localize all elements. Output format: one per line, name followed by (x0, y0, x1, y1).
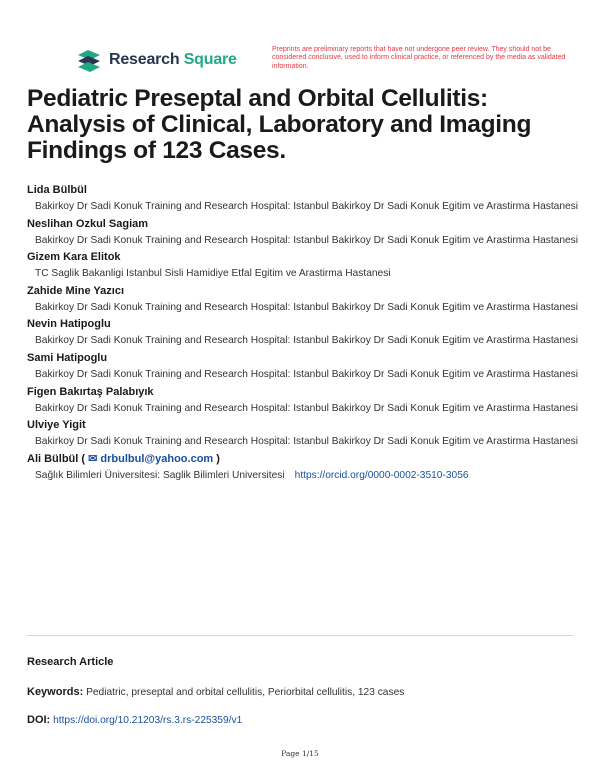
paper-title: Pediatric Preseptal and Orbital Cellulitis: Analysis of Clinical, Laboratory and Imaging Findings of 123 Cases. (27, 85, 532, 164)
author-name: Neslihan Ozkul Sagiam (27, 217, 149, 230)
author-affiliation: Bakirkoy Dr Sadi Konuk Training and Research Hospital: Istanbul Bakirkoy Dr Sadi Konuk Egitim ve Arastirma Hastanesi (35, 368, 579, 380)
research-square-logo[interactable] (76, 48, 237, 72)
open-paren: ( (81, 452, 86, 465)
author-affiliation: Bakirkoy Dr Sadi Konuk Training and Research Hospital: Istanbul Bakirkoy Dr Sadi Konuk Egitim ve Arastirma Hastanesi (35, 301, 579, 313)
page-number: Page 1/15 (281, 749, 319, 758)
author-affiliation: Bakirkoy Dr Sadi Konuk Training and Research Hospital: Istanbul Bakirkoy Dr Sadi Konuk Egitim ve Arastirma Hastanesi (35, 201, 579, 212)
author-name: Zahide Mine Yazıcı (27, 284, 124, 297)
author-entry (27, 384, 587, 418)
logo-text-main: Research (109, 51, 180, 68)
author-entry (27, 417, 587, 451)
author-entry (27, 182, 587, 216)
author-entry (27, 216, 587, 250)
keywords-value: Pediatric, preseptal and orbital cellulitis, Periorbital cellulitis, 123 cases (86, 687, 405, 698)
corresponding-affiliation-text: Sağlık Bilimleri Üniversitesi: Saglik Bilimleri Universitesi (35, 469, 285, 481)
author-entry (27, 316, 587, 350)
author-name: Gizem Kara Elitok (27, 251, 121, 264)
author-name: Ulviye Yigit (27, 419, 86, 432)
header (76, 46, 576, 76)
corresponding-author (27, 451, 587, 485)
preprint-disclaimer: Preprints are preliminary reports that have not undergone peer review. They should not be considered conclusive, used to inform clinical practice, or referenced by the media as validated information. (272, 46, 566, 70)
article-type: Research Article (27, 656, 114, 668)
author-affiliation: Bakirkoy Dr Sadi Konuk Training and Research Hospital: Istanbul Bakirkoy Dr Sadi Konuk Egitim ve Arastirma Hastanesi (35, 402, 579, 414)
envelope-icon: ✉ (88, 452, 98, 465)
author-name: Lida Bülbül (27, 184, 87, 196)
author-name: Nevin Hatipoglu (27, 318, 111, 331)
author-name: Figen Bakırtaş Palabıyık (27, 385, 154, 398)
author-name: Sami Hatipoglu (27, 351, 108, 364)
author-entry (27, 249, 587, 283)
corresponding-author-name (27, 451, 587, 467)
logo-text (109, 51, 237, 69)
doi-link[interactable]: https://doi.org/10.21203/rs.3.rs-225359/v1 (53, 715, 243, 726)
author-affiliation: TC Saglik Bakanligi Istanbul Sisli Hamidiye Etfal Egitim ve Arastirma Hastanesi (35, 268, 391, 280)
doi (27, 714, 242, 726)
keywords-label: Keywords: (27, 686, 84, 698)
logo-text-accent: Square (183, 51, 237, 68)
author-entry (27, 283, 587, 317)
orcid-link[interactable]: https://orcid.org/0000-0002-3510-3056 (294, 469, 469, 481)
corresponding-affiliation (27, 467, 587, 485)
close-paren: ) (216, 452, 220, 465)
corresponding-email-link[interactable]: drbulbul@yahoo.com (100, 452, 214, 465)
author-list (27, 182, 587, 484)
keywords (27, 686, 404, 698)
author-affiliation: Bakirkoy Dr Sadi Konuk Training and Research Hospital: Istanbul Bakirkoy Dr Sadi Konuk Egitim ve Arastirma Hastanesi (35, 335, 579, 347)
research-square-logo-icon (76, 48, 102, 72)
author-affiliation: Bakirkoy Dr Sadi Konuk Training and Research Hospital: Istanbul Bakirkoy Dr Sadi Konuk Egitim ve Arastirma Hastanesi (35, 234, 579, 246)
corresponding-author-name-text: Ali Bülbül (27, 452, 79, 465)
author-entry (27, 350, 587, 384)
doi-label: DOI: (27, 714, 51, 726)
author-affiliation: Bakirkoy Dr Sadi Konuk Training and Research Hospital: Istanbul Bakirkoy Dr Sadi Konuk Egitim ve Arastirma Hastanesi (35, 436, 579, 448)
section-divider (27, 635, 574, 636)
